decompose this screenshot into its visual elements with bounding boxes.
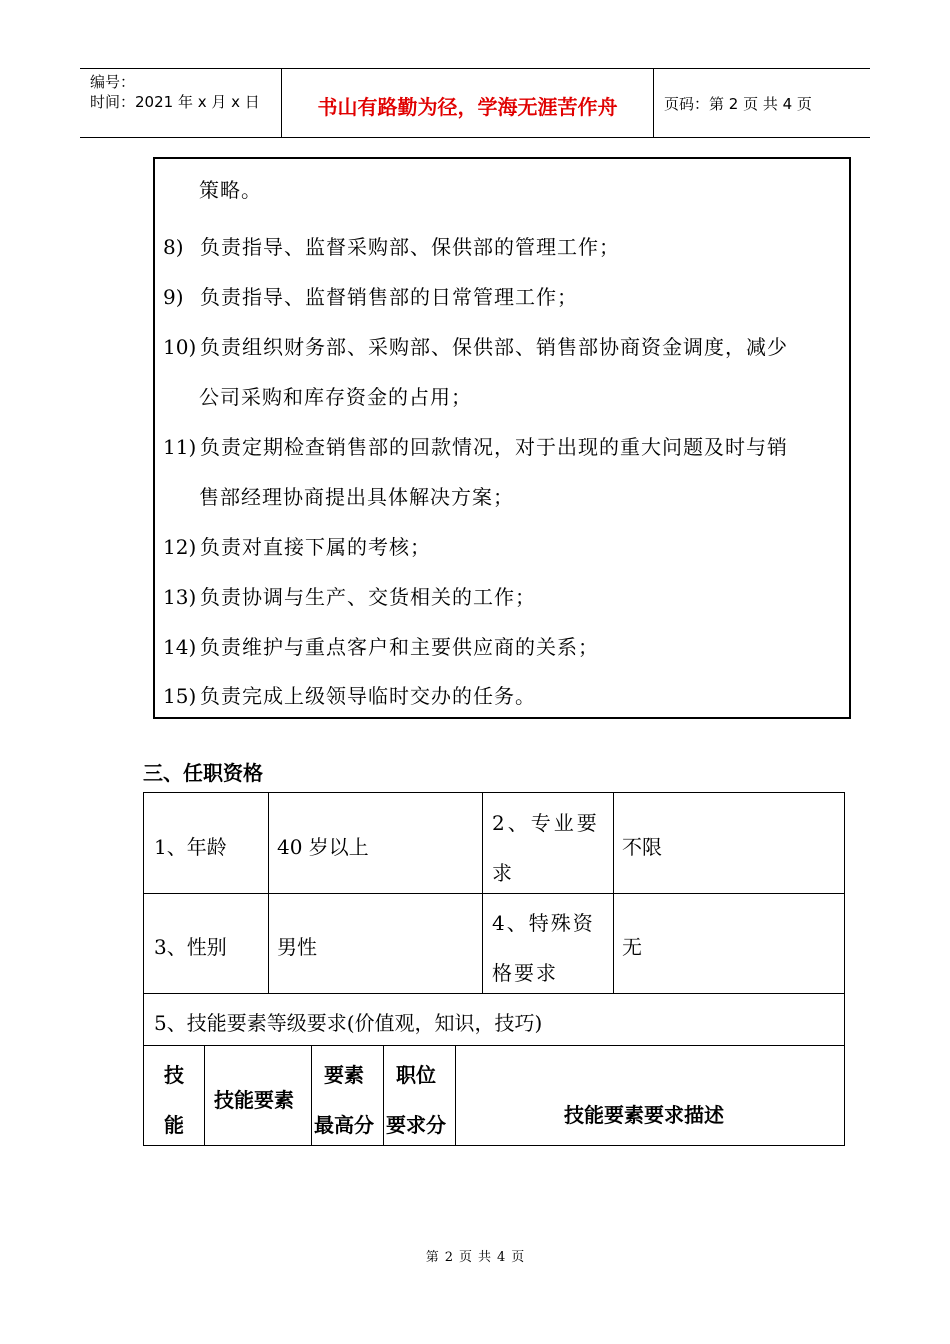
footer-total-pages: 4	[497, 1250, 506, 1265]
duty-text: 负责完成上级领导临时交办的任务。	[200, 684, 536, 708]
table-rule	[204, 1045, 205, 1145]
table-rule	[613, 793, 614, 993]
gender-value: 男性	[277, 935, 317, 959]
skills-col-skill: 技	[164, 1063, 184, 1087]
footer-text: 页	[458, 1250, 472, 1265]
major-label-cont: 求	[492, 861, 512, 885]
number-label: 编号：	[90, 73, 136, 91]
duty-number: 9)	[163, 285, 184, 309]
duty-text: 负责指导、监督采购部、保供部的管理工作；	[200, 235, 620, 259]
duty-text: 负责指导、监督销售部的日常管理工作；	[200, 285, 578, 309]
header-meta	[90, 72, 260, 112]
page-header	[80, 68, 870, 138]
skills-col-required: 职位	[396, 1063, 436, 1087]
duty-number: 12)	[163, 535, 197, 559]
footer-text: 页	[511, 1250, 525, 1265]
skills-col-required-cont: 要求分	[386, 1113, 446, 1137]
duties-box	[153, 157, 851, 719]
age-label: 1、年龄	[154, 835, 227, 859]
page-footer	[0, 1246, 950, 1265]
header-motto: 书山有路勤为径，学海无涯苦作舟	[317, 95, 618, 119]
special-value: 无	[622, 935, 642, 959]
skills-title: 5、技能要素等级要求(价值观，知识，技巧)	[154, 1011, 543, 1035]
qualifications-table	[143, 792, 845, 1146]
duty-number: 14)	[163, 635, 197, 659]
skills-col-skill-cont: 能	[164, 1113, 184, 1137]
duty-item	[163, 581, 536, 610]
duty-number: 13)	[163, 585, 197, 609]
duty-item	[163, 231, 620, 260]
gender-label: 3、性别	[154, 935, 227, 959]
duty-text: 负责维护与重点客户和主要供应商的关系；	[200, 635, 599, 659]
table-rule	[455, 1045, 456, 1145]
duty-text: 负责对直接下属的考核；	[200, 535, 431, 559]
duty-text: 负责组织财务部、采购部、保供部、销售部协商资金调度，减少	[200, 335, 788, 359]
duty-text-continuation: 售部经理协商提出具体解决方案；	[199, 485, 514, 509]
table-rule	[144, 993, 844, 994]
table-rule	[383, 1045, 384, 1145]
duty-item	[163, 431, 788, 460]
skills-col-max: 要素	[324, 1063, 364, 1087]
age-value: 40 岁以上	[277, 835, 369, 859]
skills-col-element: 技能要素	[214, 1088, 294, 1112]
major-label: 2、专业要	[492, 811, 600, 835]
table-rule	[268, 793, 269, 993]
duty-number: 10)	[163, 335, 197, 359]
duty-number: 8)	[163, 235, 184, 259]
date-line: 时间：2021 年 x 月 x 日	[90, 93, 260, 111]
duty-text: 负责定期检查销售部的回款情况，对于出现的重大问题及时与销	[200, 435, 788, 459]
duty-item	[163, 281, 578, 310]
table-rule	[482, 793, 483, 993]
header-page-info: 页码：第 2 页 共 4 页	[664, 95, 812, 113]
duty-item	[163, 631, 599, 660]
skills-col-description: 技能要素要求描述	[564, 1103, 724, 1127]
duty-text: 负责协调与生产、交货相关的工作；	[200, 585, 536, 609]
duty-item	[163, 331, 788, 360]
footer-current-page: 2	[444, 1250, 453, 1265]
skills-col-max-cont: 最高分	[314, 1113, 374, 1137]
major-value: 不限	[622, 835, 662, 859]
special-label: 4、特殊资	[492, 911, 595, 935]
duty-continuation: 策略。	[199, 178, 262, 202]
duty-item	[163, 531, 431, 560]
table-rule	[144, 1045, 844, 1046]
duty-number: 15)	[163, 684, 197, 708]
footer-text: 共	[478, 1250, 492, 1265]
special-label-cont: 格要求	[492, 961, 558, 985]
duty-item	[163, 680, 536, 709]
duty-number: 11)	[163, 435, 197, 459]
table-rule	[144, 893, 844, 894]
section-title: 三、任职资格	[143, 761, 263, 785]
table-rule	[311, 1045, 312, 1145]
footer-text: 第	[425, 1250, 439, 1265]
header-divider	[653, 69, 654, 137]
duty-text-continuation: 公司采购和库存资金的占用；	[199, 385, 472, 409]
